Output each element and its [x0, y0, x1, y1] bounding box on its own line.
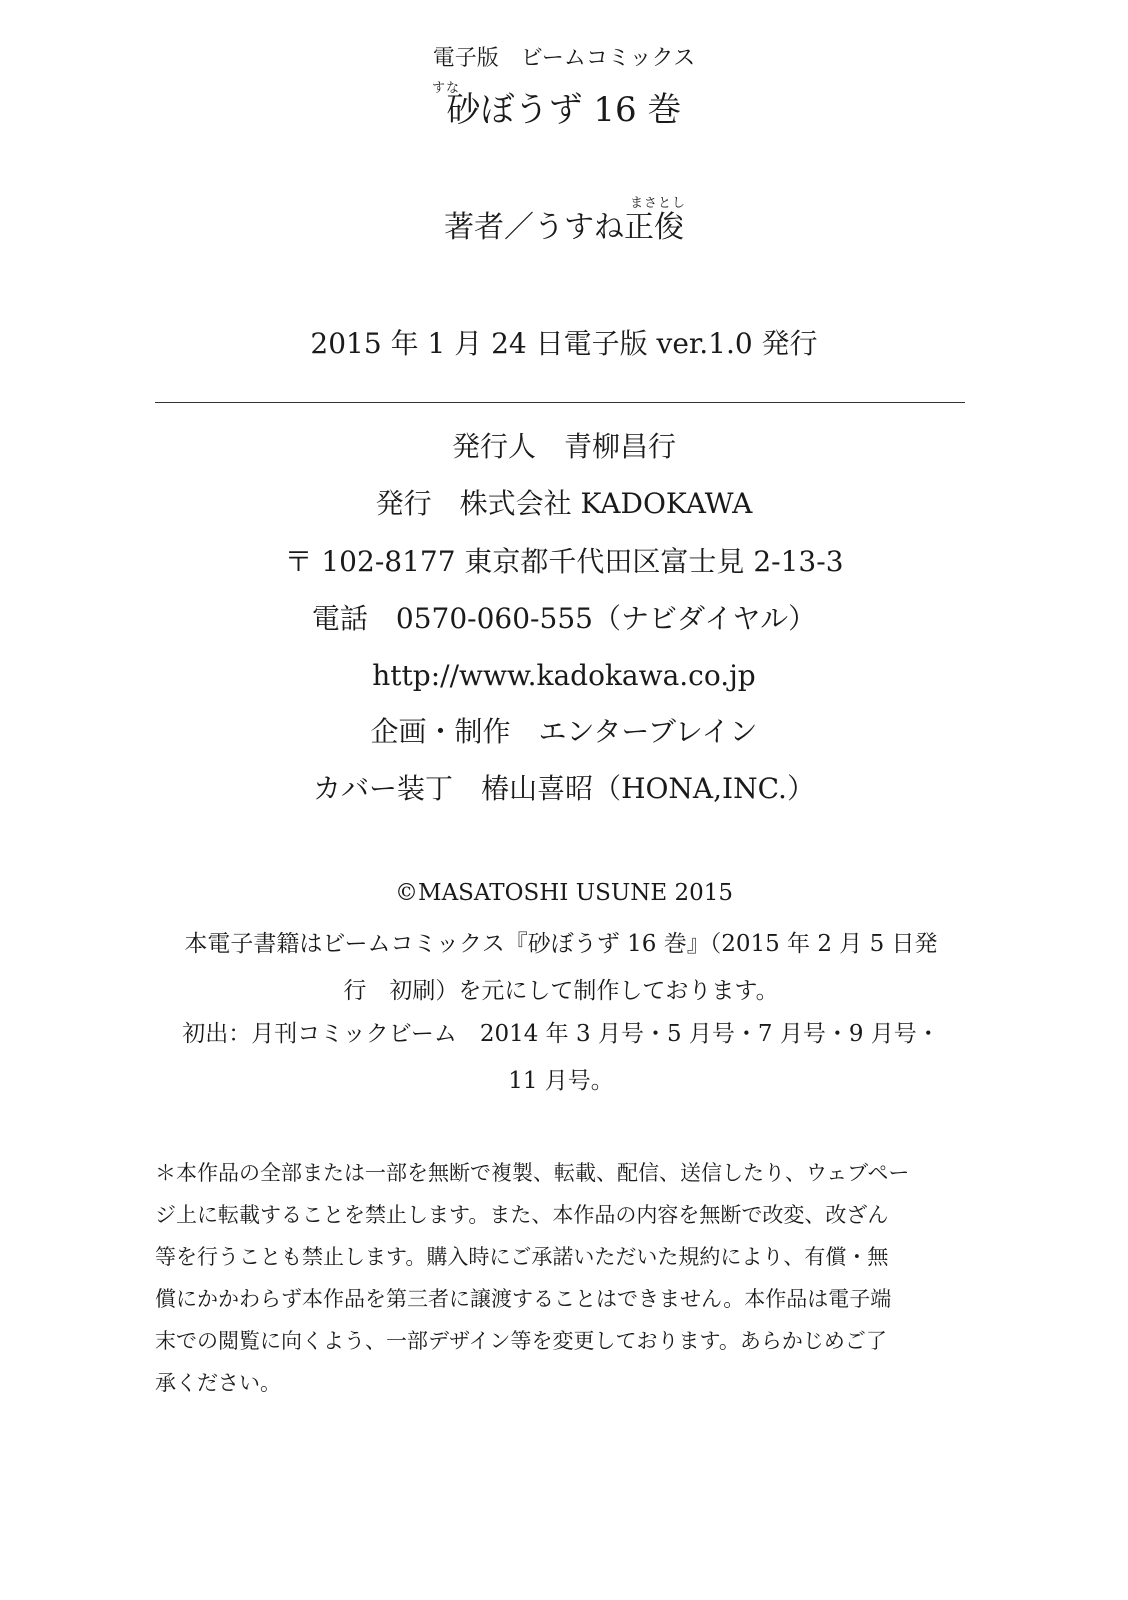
credit-website — [0, 659, 1128, 692]
credit-label: 電話 — [311, 602, 368, 635]
divider-rule — [155, 402, 965, 403]
credit-value: 椿山喜昭（HONA,INC.） — [481, 772, 815, 805]
credit-address — [0, 545, 1128, 578]
credit-label: 発行人 — [451, 430, 536, 463]
copyright-warning — [155, 1152, 967, 1404]
book-title: 砂ぼうず 16 巻 — [446, 90, 682, 130]
credit-label: 発行 — [375, 487, 432, 520]
first-appearance-note — [155, 1011, 967, 1105]
warning-line: 末での閲覧に向くよう、一部デザイン等を変更しております。あらかじめご了 — [155, 1329, 887, 1353]
warning-line: 等を行うことも禁止します。購入時にご承諾いただいた規約により、有償・無 — [155, 1245, 889, 1269]
credit-label: カバー装丁 — [313, 772, 454, 805]
author-label: 著者／うすね — [444, 210, 624, 245]
author-name-ruby: まさとし — [630, 196, 687, 211]
source-note — [155, 921, 967, 1015]
warning-line: ジ上に転載することを禁止します。また、本作品の内容を無断で改変、改ざん — [155, 1203, 889, 1227]
title-ruby: すな — [432, 81, 461, 96]
credit-label: 企画・制作 — [370, 715, 511, 748]
credit-value: 0570-060-555（ナビダイヤル） — [395, 602, 817, 635]
credit-value: 青柳昌行 — [564, 430, 677, 463]
credit-value: エンターブレイン — [538, 715, 758, 748]
publication-date: 2015 年 1 月 24 日電子版 ver.1.0 発行 — [310, 327, 818, 360]
first-appearance-line: 初出：月刊コミックビーム 2014 年 3 月号・5 月号・7 月号・9 月号・ — [182, 1021, 940, 1047]
credit-value: 株式会社 KADOKAWA — [459, 487, 753, 520]
credit-value: http://www.kadokawa.co.jp — [372, 659, 756, 692]
credit-production — [0, 715, 1128, 748]
warning-line: ＊本作品の全部または一部を無断で複製、転載、配信、送信したり、ウェブペー — [155, 1161, 910, 1185]
author-line — [0, 210, 1128, 245]
copyright-notice: ©MASATOSHI USUNE 2015 — [395, 880, 733, 906]
source-note-line: 行 初刷）を元にして制作しております。 — [343, 978, 779, 1004]
credit-publisher-person — [0, 430, 1128, 463]
credit-phone — [0, 602, 1128, 635]
warning-line: 承ください。 — [155, 1371, 281, 1395]
credit-publisher — [0, 487, 1128, 520]
series-label: 電子版 ビームコミックス — [432, 46, 696, 71]
credit-cover-design — [0, 772, 1128, 805]
source-note-line: 本電子書籍はビームコミックス『砂ぼうず 16 巻』（2015 年 2 月 5 日発 — [184, 931, 938, 957]
credit-value: 〒 102-8177 東京都千代田区富士見 2-13-3 — [284, 545, 844, 578]
author-name: 正俊 — [624, 210, 684, 245]
warning-line: 償にかかわらず本作品を第三者に譲渡することはできません。本作品は電子端 — [155, 1287, 892, 1311]
first-appearance-line: 11 月号。 — [508, 1068, 614, 1094]
